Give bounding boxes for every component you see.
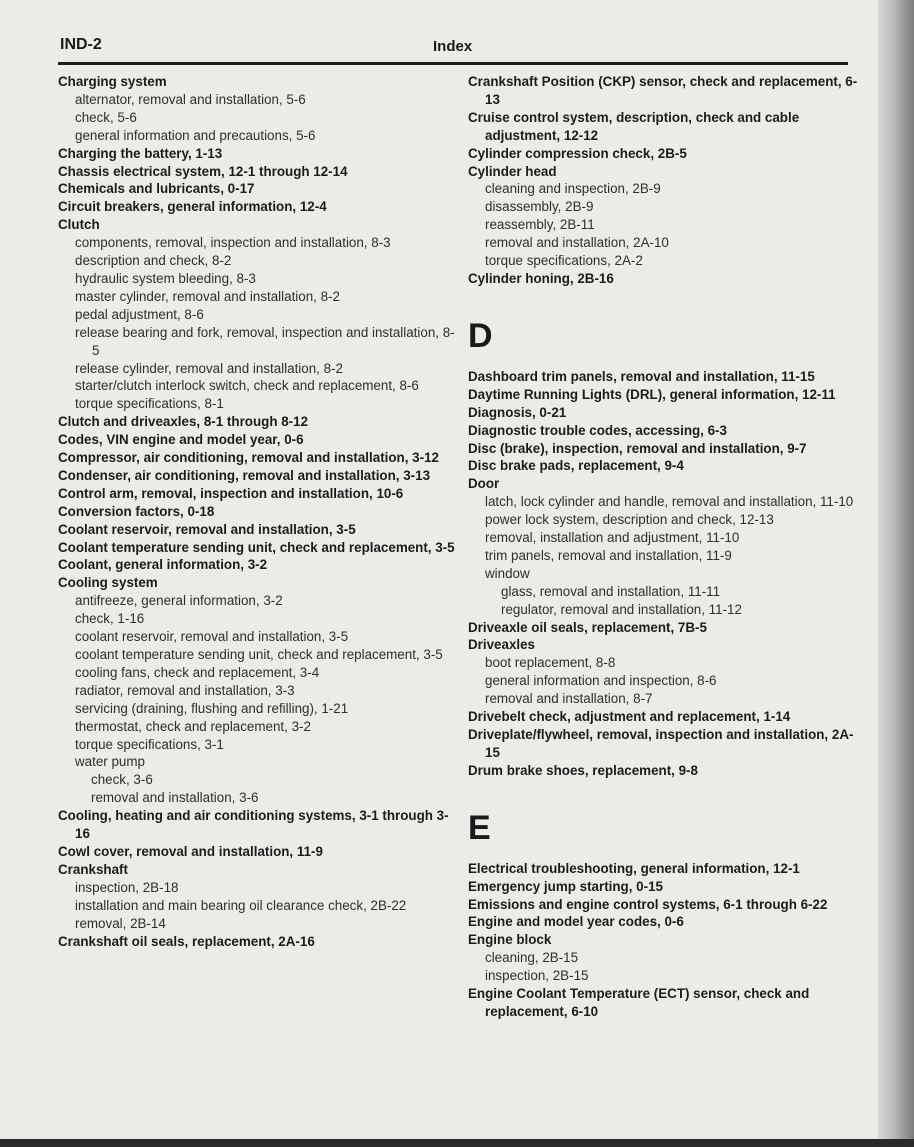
- bottom-edge: [0, 1139, 914, 1147]
- index-heading-entry: Control arm, removal, inspection and installation, 10-6: [58, 485, 404, 501]
- index-subentry: check, 3-6: [91, 772, 153, 788]
- index-subentry: master cylinder, removal and installation, 8-2: [75, 288, 340, 304]
- index-heading-entry: Cooling system: [58, 575, 158, 591]
- index-subentry: window: [485, 565, 530, 581]
- index-heading-entry: Circuit breakers, general information, 12-4: [58, 199, 327, 215]
- index-heading-entry: Clutch and driveaxles, 8-1 through 8-12: [58, 414, 309, 430]
- index-subentry: disassembly, 2B-9: [485, 199, 594, 215]
- index-heading-entry: Charging the battery, 1-13: [58, 145, 223, 161]
- index-subentry: water pump: [75, 754, 145, 770]
- index-subentry: antifreeze, general information, 3-2: [75, 593, 283, 609]
- index-heading-entry: Condenser, air conditioning, removal and installation, 3-13: [58, 467, 431, 483]
- index-heading-entry: Engine block: [468, 932, 552, 948]
- index-subentry: components, removal, inspection and installation, 8-3: [75, 235, 391, 251]
- index-heading-entry: Cowl cover, removal and installation, 11-9: [58, 843, 323, 859]
- section-title: Index: [433, 38, 473, 55]
- index-subentry: removal, installation and adjustment, 11-10: [485, 530, 740, 546]
- index-heading-entry: Compressor, air conditioning, removal and installation, 3-12: [58, 450, 439, 466]
- index-heading-entry: Engine Coolant Temperature (ECT) sensor, check and replacement, 6-10: [468, 986, 810, 1019]
- index-heading-entry: Diagnosis, 0-21: [468, 404, 567, 420]
- section-letter-e: E: [468, 808, 491, 847]
- header-rule: [58, 62, 848, 65]
- index-heading-entry: Disc brake pads, replacement, 9-4: [468, 458, 684, 474]
- index-heading-entry: Emissions and engine control systems, 6-1 through 6-22: [468, 896, 828, 912]
- index-subentry: cooling fans, check and replacement, 3-4: [75, 664, 320, 680]
- index-subentry: cleaning and inspection, 2B-9: [485, 181, 661, 197]
- index-subentry: torque specifications, 3-1: [75, 736, 224, 752]
- index-subentry: glass, removal and installation, 11-11: [501, 583, 721, 599]
- index-heading-entry: Cruise control system, description, check and cable adjustment, 12-12: [468, 109, 800, 143]
- index-heading-entry: Driveaxle oil seals, replacement, 7B-5: [468, 619, 707, 635]
- index-subentry: release cylinder, removal and installation, 8-2: [75, 360, 343, 376]
- section-e-entries: [468, 860, 858, 1021]
- index-subentry: check, 1-16: [75, 611, 145, 627]
- index-heading-entry: Diagnostic trouble codes, accessing, 6-3: [468, 422, 727, 438]
- index-heading-entry: Driveaxles: [468, 637, 536, 653]
- index-heading-entry: Dashboard trim panels, removal and installation, 11-15: [468, 368, 815, 384]
- index-heading-entry: Crankshaft Position (CKP) sensor, check and replacement, 6-13: [468, 74, 858, 107]
- index-heading-entry: Coolant reservoir, removal and installation, 3-5: [58, 521, 356, 537]
- section-d-entries: [468, 368, 858, 780]
- index-heading-entry: Clutch: [58, 217, 100, 233]
- index-heading-entry: Driveplate/flywheel, removal, inspection and installation, 2A-15: [468, 727, 854, 760]
- index-subentry: latch, lock cylinder and handle, removal and installation, 11-10: [485, 494, 854, 510]
- index-subentry: removal, 2B-14: [75, 915, 166, 931]
- index-heading-entry: Cooling, heating and air conditioning systems, 3-1 through 3-16: [58, 808, 449, 842]
- index-subentry: inspection, 2B-18: [75, 879, 179, 895]
- index-subentry: inspection, 2B-15: [485, 968, 589, 984]
- index-subentry: removal and installation, 3-6: [91, 790, 259, 806]
- index-heading-entry: Engine and model year codes, 0-6: [468, 914, 684, 930]
- index-heading-entry: Chassis electrical system, 12-1 through 12-14: [58, 163, 348, 179]
- index-subentry: thermostat, check and replacement, 3-2: [75, 718, 311, 734]
- index-subentry: trim panels, removal and installation, 11-9: [485, 547, 732, 563]
- index-heading-entry: Cylinder honing, 2B-16: [468, 270, 614, 286]
- index-heading-entry: Coolant temperature sending unit, check and replacement, 3-5: [58, 539, 455, 555]
- right-column: [468, 73, 858, 1021]
- index-subentry: alternator, removal and installation, 5-6: [75, 91, 306, 107]
- index-heading-entry: Cylinder head: [468, 163, 557, 179]
- index-subentry: hydraulic system bleeding, 8-3: [75, 270, 256, 286]
- index-heading-entry: Charging system: [58, 74, 167, 89]
- index-heading-entry: Disc (brake), inspection, removal and installation, 9-7: [468, 440, 807, 456]
- index-subentry: release bearing and fork, removal, inspection and installation, 8-5: [75, 324, 455, 358]
- index-subentry: torque specifications, 8-1: [75, 396, 224, 412]
- index-heading-entry: Emergency jump starting, 0-15: [468, 878, 663, 894]
- index-subentry: servicing (draining, flushing and refilling), 1-21: [75, 700, 349, 716]
- index-subentry: coolant reservoir, removal and installation, 3-5: [75, 629, 349, 645]
- index-subentry: description and check, 8-2: [75, 253, 232, 269]
- index-subentry: installation and main bearing oil clearance check, 2B-22: [75, 897, 407, 913]
- index-heading-entry: Electrical troubleshooting, general information, 12-1: [468, 860, 800, 876]
- index-heading-entry: Daytime Running Lights (DRL), general information, 12-11: [468, 386, 836, 402]
- index-subentry: removal and installation, 2A-10: [485, 235, 669, 251]
- index-heading-entry: Door: [468, 476, 500, 492]
- index-heading-entry: Conversion factors, 0-18: [58, 503, 215, 519]
- index-subentry: starter/clutch interlock switch, check and replacement, 8-6: [75, 378, 419, 394]
- index-heading-entry: Codes, VIN engine and model year, 0-6: [58, 432, 304, 448]
- index-subentry: power lock system, description and check, 12-13: [485, 512, 774, 528]
- index-subentry: cleaning, 2B-15: [485, 950, 579, 966]
- section-letter-d: D: [468, 316, 493, 355]
- index-subentry: check, 5-6: [75, 109, 137, 125]
- index-subentry: torque specifications, 2A-2: [485, 253, 643, 269]
- index-subentry: regulator, removal and installation, 11-12: [501, 601, 742, 617]
- index-subentry: removal and installation, 8-7: [485, 691, 653, 707]
- index-heading-entry: Crankshaft oil seals, replacement, 2A-16: [58, 933, 315, 949]
- index-subentry: pedal adjustment, 8-6: [75, 306, 204, 322]
- left-column: [58, 73, 460, 950]
- page-code: IND-2: [60, 36, 102, 53]
- index-heading-entry: Drum brake shoes, replacement, 9-8: [468, 762, 698, 778]
- index-subentry: boot replacement, 8-8: [485, 655, 616, 671]
- index-subentry: radiator, removal and installation, 3-3: [75, 682, 295, 698]
- index-heading-entry: Coolant, general information, 3-2: [58, 557, 268, 573]
- page-edge-shadow: [878, 0, 914, 1147]
- index-heading-entry: Chemicals and lubricants, 0-17: [58, 181, 255, 197]
- index-subentry: general information and precautions, 5-6: [75, 127, 316, 143]
- right-column-top-entries: [468, 73, 858, 288]
- index-subentry: reassembly, 2B-11: [485, 217, 595, 233]
- index-subentry: general information and inspection, 8-6: [485, 673, 717, 689]
- index-subentry: coolant temperature sending unit, check and replacement, 3-5: [75, 647, 443, 662]
- index-heading-entry: Cylinder compression check, 2B-5: [468, 145, 687, 161]
- index-heading-entry: Crankshaft: [58, 861, 128, 877]
- index-heading-entry: Drivebelt check, adjustment and replacement, 1-14: [468, 709, 791, 725]
